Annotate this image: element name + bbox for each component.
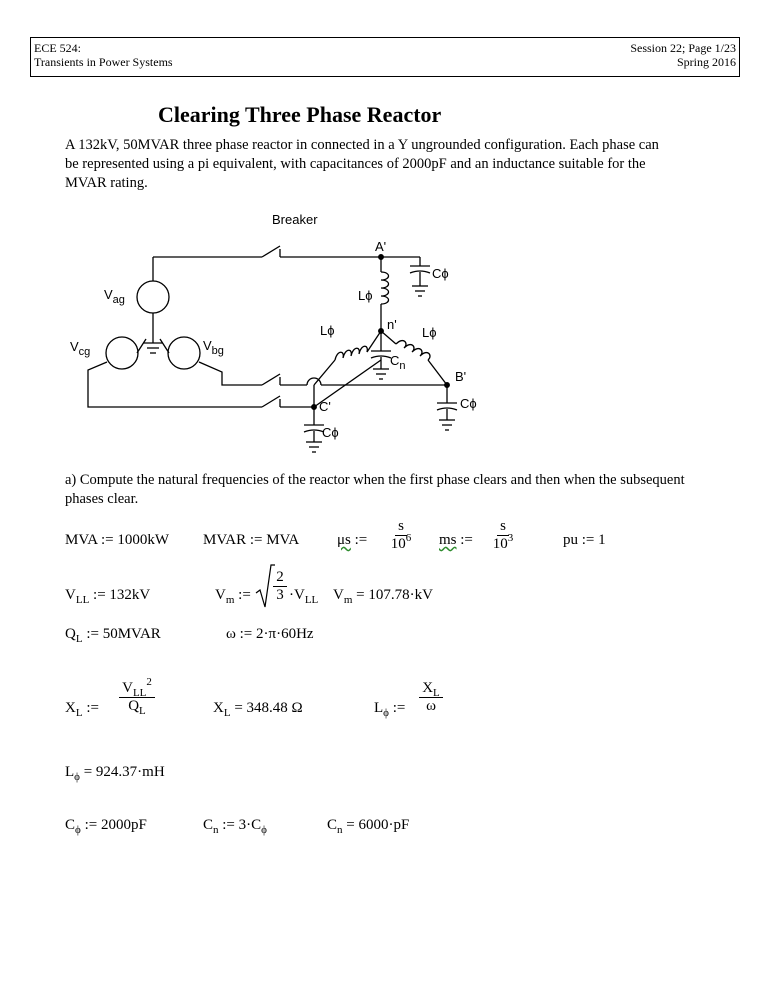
eq-lphi-result [65, 763, 165, 782]
breaker-a-blade [262, 246, 280, 257]
m-sub: m [343, 594, 353, 606]
intro-paragraph: A 132kV, 50MVAR three phase reactor in connected in a Y ungrounded configuration. Each phase can be represented using a pi equivalent, with capacitances of 2000pF and an inductance suitable for the MVAR rating. [65, 137, 659, 191]
assign-symbol: := [354, 532, 368, 548]
eq-ms [439, 531, 473, 549]
frac-den [483, 532, 523, 553]
c-symbol: C [65, 817, 76, 833]
course-title: Transients in Power Systems [34, 55, 173, 69]
x-symbol: X [65, 700, 76, 716]
cphi-value: := 2000pF [84, 817, 147, 833]
source-vbg [168, 337, 200, 369]
assign-symbol: := [392, 700, 406, 716]
exp-two: 2 [146, 676, 152, 688]
ll-sub: LL [304, 594, 319, 606]
xl-value: = 348.48 Ω [234, 700, 303, 716]
v-symbol: V [122, 680, 133, 696]
assign-symbol: := [86, 700, 99, 716]
source-vag [137, 281, 169, 313]
eq-pu: pu := 1 [563, 532, 606, 548]
ms-symbol: ms [439, 532, 457, 548]
v-symbol: V [333, 587, 344, 603]
assign-symbol: := [460, 532, 473, 548]
c-symbol: C [390, 353, 400, 368]
m-sub: m [225, 594, 235, 606]
label-cphi-a: Cϕ [432, 266, 449, 281]
frac-xl [111, 676, 163, 717]
exp-six: 6 [405, 532, 412, 544]
wire-b-phase [199, 362, 262, 385]
circuit-diagram [0, 0, 768, 470]
phi-sub: ϕ [261, 824, 267, 836]
c-symbol: C [203, 817, 214, 833]
label-b-prime: B' [455, 369, 467, 384]
session-page: Session 22; Page 1/23 [630, 41, 736, 55]
frac-den: ω [426, 698, 436, 714]
cn-sub: n [399, 360, 406, 372]
label-a-prime: A' [375, 239, 387, 254]
frac-num [419, 680, 443, 698]
frac-den [381, 532, 421, 553]
vm-value: = 107.78·kV [356, 587, 433, 603]
vbg-sub: bg [211, 345, 224, 357]
eq-mva: MVA := 1000kW [65, 532, 170, 548]
eq-us [337, 531, 367, 549]
ql-value: := 50MVAR [86, 626, 161, 642]
vll-value: := 132kV [93, 587, 151, 603]
wire-lb-b [428, 360, 447, 385]
c-symbol: C [327, 817, 338, 833]
frac-lphi [416, 680, 446, 715]
cn-def: := 3·C [222, 817, 262, 833]
v-symbol: V [203, 338, 212, 353]
exp-three: 3 [507, 532, 514, 544]
label-vcg [70, 338, 90, 357]
frac-ms [483, 518, 523, 553]
wire-lc-n [367, 331, 381, 352]
cn-value: = 6000·pF [346, 817, 410, 833]
frac-den [111, 698, 163, 715]
label-vag [104, 286, 125, 305]
ll-sub: LL [132, 687, 147, 699]
frac-num: 2 [273, 569, 287, 587]
n-sub: n [337, 824, 343, 836]
v-symbol: V [104, 287, 113, 302]
label-cphi-b: Cϕ [460, 396, 477, 411]
course-number: ECE 524: [34, 41, 81, 55]
source-vcg [106, 337, 138, 369]
v-symbol: V [215, 587, 226, 603]
frac-num [119, 676, 155, 699]
n-sub: n [213, 824, 219, 836]
label-c-prime: C' [319, 399, 331, 414]
l-sub: L [223, 707, 231, 719]
label-cn [390, 352, 406, 371]
breaker-b-blade [262, 374, 280, 385]
v-symbol: V [70, 339, 79, 354]
q-symbol: Q [128, 698, 140, 714]
term: Spring 2016 [676, 55, 736, 69]
l-sub: L [75, 707, 83, 719]
x-symbol: X [422, 680, 434, 696]
vag-sub: ag [112, 294, 125, 306]
eq-ql [65, 625, 161, 644]
frac-us [381, 518, 421, 553]
label-cphi-c: Cϕ [322, 425, 339, 440]
inductor-a [381, 272, 389, 304]
ten: 10 [492, 536, 508, 552]
label-lphi-c: Lϕ [320, 323, 335, 338]
eq-xl-result [213, 699, 303, 718]
l-symbol: L [65, 764, 75, 780]
l-sub: L [75, 633, 83, 645]
q-symbol: Q [65, 626, 76, 642]
wire-c-lphi [314, 360, 335, 385]
ten: 10 [390, 536, 406, 552]
label-vbg [203, 337, 224, 356]
l-symbol: L [374, 700, 384, 716]
phi-sub: ϕ [74, 771, 80, 783]
label-lphi-b: Lϕ [422, 325, 437, 340]
eq-vm-lhs [215, 586, 251, 605]
eq-cn-result [327, 816, 409, 835]
phi-sub: ϕ [383, 707, 389, 719]
breaker-c-blade [262, 396, 280, 407]
frac-num: s [497, 518, 509, 536]
vcg-sub: cg [78, 346, 91, 358]
l-sub: L [433, 687, 440, 699]
eq-vll [65, 586, 150, 605]
us-symbol: μs [337, 532, 351, 548]
frac-num: s [395, 518, 407, 536]
label-n-prime: n' [387, 317, 397, 332]
phi-sub: ϕ [75, 824, 81, 836]
dot-v: ·V [289, 587, 305, 603]
label-breaker: Breaker [272, 212, 318, 227]
page-title: Clearing Three Phase Reactor [158, 102, 442, 127]
v-symbol: V [65, 587, 76, 603]
inductor-c [335, 346, 367, 360]
l-sub: L [139, 705, 146, 717]
assign-symbol: := [238, 587, 251, 603]
lphi-value: = 924.37·mH [83, 764, 165, 780]
eq-omega: ω := 2·π·60Hz [226, 626, 314, 642]
eq-cphi [65, 816, 147, 835]
x-symbol: X [213, 700, 224, 716]
eq-xl-lhs [65, 699, 99, 718]
eq-cn-def [203, 816, 267, 835]
eq-vm-rhs [289, 586, 318, 605]
label-lphi-a: Lϕ [358, 288, 373, 303]
eq-lphi-lhs [374, 699, 405, 718]
part-a-question: a) Compute the natural frequencies of the reactor when the first phase clears and then when the subsequent phases clear. [65, 472, 685, 507]
frac-den: 3 [276, 587, 284, 603]
eq-mvar: MVAR := MVA [203, 532, 300, 548]
eq-vm-result [333, 586, 433, 605]
ll-sub: LL [75, 594, 90, 606]
frac-2-3 [272, 569, 288, 604]
